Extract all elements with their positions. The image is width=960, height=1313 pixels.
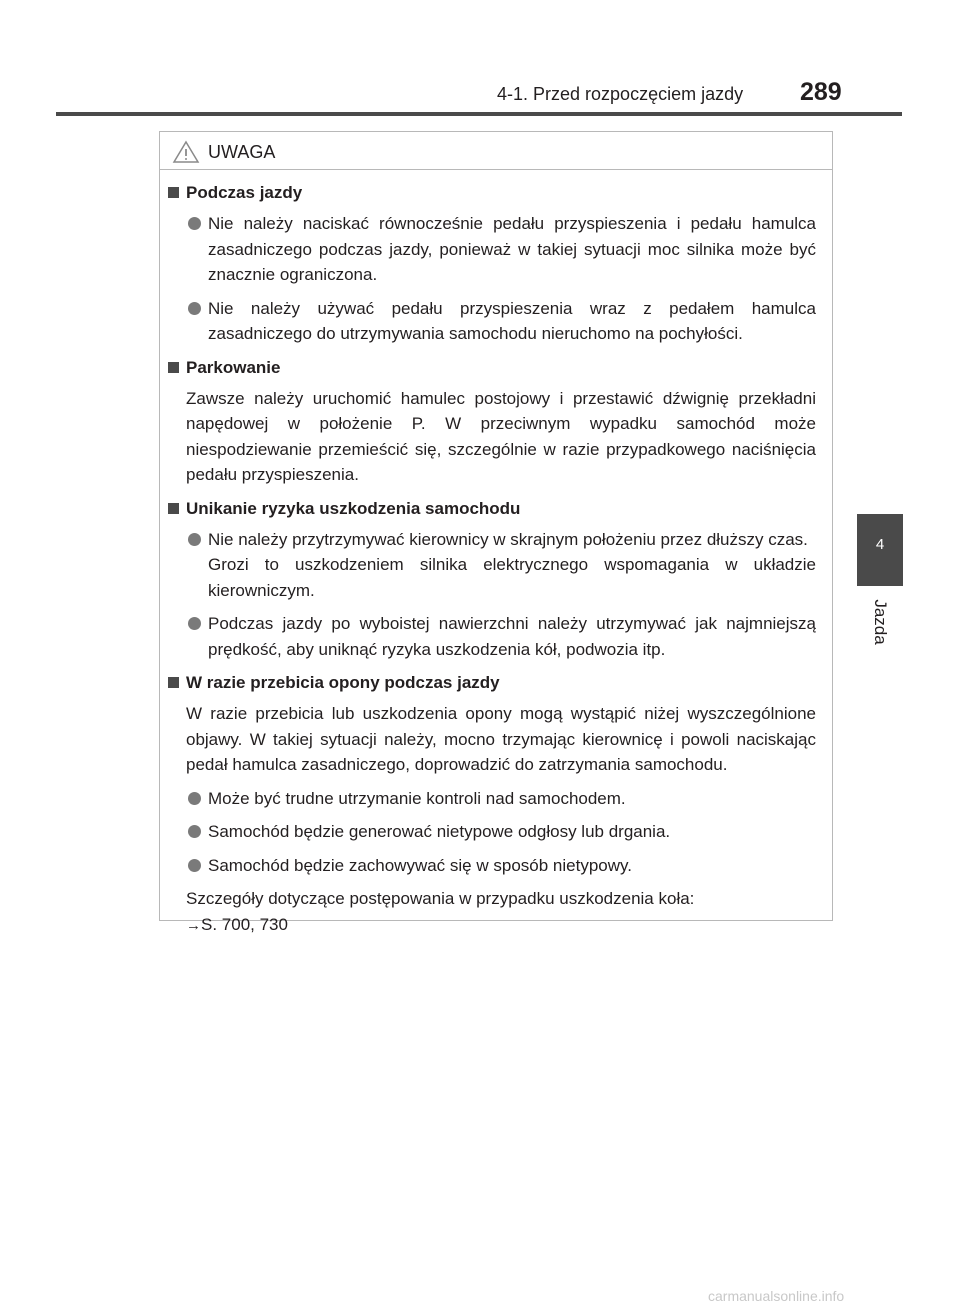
bullet-text: Nie należy przytrzymywać kierownicy w skrajnym położeniu przez dłuższy czas.: [208, 529, 808, 549]
section-title: 4-1. Przed rozpoczęciem jazdy: [497, 84, 744, 104]
page-number: 289: [800, 78, 842, 106]
section-heading: [168, 670, 816, 695]
bullet-text: Podczas jazdy po wyboistej nawierzchni należy utrzymywać jak najmniejszą prędkość, aby uniknąć ryzyka uszkodzenia kół, podwozia itp.: [208, 614, 816, 659]
reference-pages[interactable]: S. 700, 730: [201, 914, 288, 934]
bullet-item: [168, 211, 816, 288]
header-rule: [56, 112, 902, 116]
closing-paragraph: Szczegóły dotyczące postępowania w przypadku uszkodzenia koła:: [186, 889, 695, 908]
section-heading-text: W razie przebicia opony podczas jazdy: [186, 673, 500, 692]
section-heading-text: Parkowanie: [186, 357, 281, 377]
section-heading: [168, 355, 816, 380]
square-bullet-icon: [168, 187, 179, 198]
round-bullet-icon: [188, 302, 201, 315]
section-heading: [168, 496, 816, 521]
bullet-subtext: Grozi to uszkodzeniem silnika elektrycznego wspomagania w układzie kierowniczym.: [208, 555, 816, 600]
watermark: carmanualsonline.info: [708, 1288, 845, 1304]
bullet-item: [168, 786, 816, 812]
warning-box: [159, 131, 833, 934]
warning-triangle-icon: [172, 140, 200, 164]
page-reference[interactable]: [168, 912, 816, 939]
round-bullet-icon: [188, 533, 201, 546]
bullet-item: [168, 853, 816, 879]
square-bullet-icon: [168, 677, 179, 688]
paragraph: W razie przebicia lub uszkodzenia opony mogą wystąpić niżej wyszczególnione objawy. W takiej sytuacji należy, mocno trzymając kierownicę i powoli naciskając pedał hamulca zasadniczego, doprowadzić do zatrzymania samochodu.: [186, 704, 816, 774]
round-bullet-icon: [188, 859, 201, 872]
bullet-item: [168, 611, 816, 662]
chapter-number: 4: [875, 536, 885, 553]
round-bullet-icon: [188, 617, 201, 630]
bullet-text: Nie należy używać pedału przyspieszenia wraz z pedałem hamulca zasadniczego do utrzymywania samochodu nieruchomo na pochyłości.: [208, 298, 816, 343]
section-heading: [168, 180, 816, 205]
bullet-text: Nie należy naciskać równocześnie pedału przyspieszenia i pedału hamulca zasadniczego podczas jazdy, ponieważ w takiej sytuacji moc silnika może być znacznie ograniczona.: [208, 214, 816, 284]
chapter-label-container: [857, 592, 903, 652]
bullet-item: [168, 819, 816, 845]
square-bullet-icon: [168, 362, 179, 373]
bullet-text: Samochód będzie zachowywać się w sposób nietypowy.: [208, 855, 632, 875]
arrow-right-icon: →: [186, 916, 201, 934]
warning-header: [160, 132, 832, 170]
section-heading-text: Unikanie ryzyka uszkodzenia samochodu: [186, 498, 521, 518]
section-heading-text: Podczas jazdy: [186, 183, 303, 202]
chapter-tab[interactable]: [857, 514, 903, 586]
bullet-item: [168, 527, 816, 553]
warning-label: UWAGA: [208, 142, 276, 162]
round-bullet-icon: [188, 825, 201, 838]
paragraph: Zawsze należy uruchomić hamulec postojowy i przestawić dźwignię przekładni napędowej w położenie P. W przeciwnym wypadku samochód może niespodziewanie przemieścić się, szczególnie w razie przypadkowego naciśnięcia pedału przyspieszenia.: [186, 388, 816, 484]
bullet-text: Może być trudne utrzymanie kontroli nad samochodem.: [208, 788, 626, 808]
warning-content: [168, 180, 816, 938]
bullet-text: Samochód będzie generować nietypowe odgłosy lub drgania.: [208, 822, 671, 841]
chapter-label: Jazda: [871, 599, 890, 645]
round-bullet-icon: [188, 217, 201, 230]
round-bullet-icon: [188, 792, 201, 805]
bullet-item: [168, 296, 816, 347]
square-bullet-icon: [168, 503, 179, 514]
